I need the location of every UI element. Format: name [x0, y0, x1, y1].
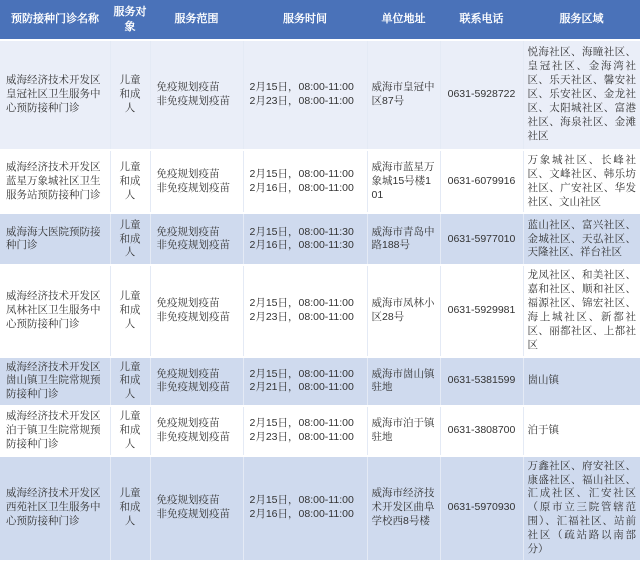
- scope-line: 非免疫规划疫苗: [156, 95, 230, 107]
- scope-line: 非免疫规划疫苗: [156, 508, 230, 521]
- clinic-name-cell: 威海经济技术开发区泊于镇卫生院常规预防接种门诊: [0, 406, 110, 456]
- service-target-cell: 儿童和成人: [110, 213, 150, 265]
- table-row: [0, 406, 640, 456]
- table-row: [0, 265, 640, 356]
- scope-line: 非免疫规划疫苗: [156, 311, 230, 324]
- service-time-cell: [243, 213, 367, 265]
- scope-line: 非免疫规划疫苗: [156, 239, 230, 252]
- contact-phone-cell: 0631-5970930: [440, 456, 523, 561]
- contact-phone-cell: 0631-5381599: [440, 357, 523, 407]
- unit-address-cell: 威海市皇冠中区87号: [367, 40, 440, 150]
- time-line: 2月23日，08:00-11:00: [249, 430, 354, 443]
- clinic-name-cell: 威海经济技术开发区蓝星万象城社区卫生服务站预防接种门诊: [0, 150, 110, 213]
- time-line: 2月15日，08:00-11:30: [249, 225, 354, 238]
- service-area-cell: 万鑫社区、府安社区、康盛社区、福山社区、汇成社区、汇安社区（原市立三院管辖范围）、汇福社区、站前社区（疏站路以南部分）: [523, 456, 640, 561]
- col-header-clinic-name: 预防接种门诊名称: [0, 0, 110, 40]
- scope-line: 免疫规划疫苗: [156, 494, 220, 507]
- service-scope-cell: [150, 213, 243, 265]
- service-time-cell: [243, 150, 367, 213]
- service-area-cell: 龙凤社区、和美社区、嘉和社区、顺和社区、福源社区、锦宏社区、海上城社区、新都社区、丽都社区、上都社区: [523, 265, 640, 356]
- clinic-name-cell: 威海经济技术开发区崮山镇卫生院常规预防接种门诊: [0, 357, 110, 407]
- col-header-contact-phone: 联系电话: [440, 0, 523, 40]
- col-header-unit-address: 单位地址: [367, 0, 440, 40]
- unit-address-cell: 威海市经济技术开发区曲阜学校西8号楼: [367, 456, 440, 561]
- time-line: 2月15日，08:00-11:00: [249, 167, 354, 180]
- time-line: 2月23日，08:00-11:00: [249, 95, 354, 107]
- time-line: 2月16日，08:00-11:00: [249, 181, 354, 194]
- col-header-service-time: 服务时间: [243, 0, 367, 40]
- scope-line: 免疫规划疫苗: [156, 367, 220, 380]
- table-row: [0, 40, 640, 150]
- service-target-cell: 儿童和成人: [110, 456, 150, 561]
- scope-line: 免疫规划疫苗: [156, 167, 220, 180]
- scope-line: 免疫规划疫苗: [156, 81, 220, 94]
- time-line: 2月15日，08:00-11:00: [249, 81, 354, 94]
- clinic-name-cell: 威海海大医院预防接种门诊: [0, 213, 110, 265]
- unit-address-cell: 威海市凤林小区28号: [367, 265, 440, 356]
- service-scope-cell: [150, 456, 243, 561]
- service-area-cell: 蓝山社区、富兴社区、金城社区、天弘社区、天隆社区、祥台社区: [523, 213, 640, 265]
- service-scope-cell: [150, 150, 243, 213]
- table-row: [0, 150, 640, 213]
- time-line: 2月23日，08:00-11:00: [249, 311, 354, 324]
- time-line: 2月21日，08:00-11:00: [249, 381, 354, 394]
- clinic-name-cell: 威海经济技术开发区西苑社区卫生服务中心预防接种门诊: [0, 456, 110, 561]
- table-row: [0, 357, 640, 407]
- scope-line: 非免疫规划疫苗: [156, 430, 230, 443]
- service-area-cell: 悦海社区、海瞳社区、皇冠社区、金海湾社区、乐天社区、馨安社区、乐安社区、金龙社区、太阳城社区、富港社区、海泉社区、金滩社区: [523, 40, 640, 150]
- header-row: [0, 0, 640, 40]
- time-line: 2月15日，08:00-11:00: [249, 367, 354, 380]
- time-line: 2月15日，08:00-11:00: [249, 494, 354, 507]
- clinic-name-cell: 威海经济技术开发区凤林社区卫生服务中心预防接种门诊: [0, 265, 110, 356]
- scope-line: 非免疫规划疫苗: [156, 181, 230, 194]
- service-target-cell: 儿童和成人: [110, 406, 150, 456]
- col-header-service-target: 服务对象: [110, 0, 150, 40]
- table-row: [0, 213, 640, 265]
- contact-phone-cell: 0631-5928722: [440, 40, 523, 150]
- clinic-name-cell: 威海经济技术开发区皇冠社区卫生服务中心预防接种门诊: [0, 40, 110, 150]
- col-header-service-area: 服务区域: [523, 0, 640, 40]
- contact-phone-cell: 0631-3808700: [440, 406, 523, 456]
- service-area-cell: 万象城社区、长峰社区、文峰社区、韩乐坊社区、广安社区、华发社区、文山社区: [523, 150, 640, 213]
- col-header-service-scope: 服务范围: [150, 0, 243, 40]
- time-line: 2月16日，08:00-11:30: [249, 239, 354, 252]
- scope-line: 免疫规划疫苗: [156, 417, 220, 430]
- service-time-cell: [243, 456, 367, 561]
- service-area-cell: 崮山镇: [523, 357, 640, 407]
- time-line: 2月15日，08:00-11:00: [249, 417, 354, 430]
- service-target-cell: 儿童和成人: [110, 40, 150, 150]
- service-target-cell: 儿童和成人: [110, 357, 150, 407]
- time-line: 2月16日，08:00-11:00: [249, 508, 354, 521]
- unit-address-cell: 威海市青岛中路188号: [367, 213, 440, 265]
- table-row: [0, 456, 640, 561]
- service-time-cell: [243, 40, 367, 150]
- service-time-cell: [243, 406, 367, 456]
- time-line: 2月15日，08:00-11:00: [249, 297, 354, 310]
- service-time-cell: [243, 265, 367, 356]
- service-area-cell: 泊于镇: [523, 406, 640, 456]
- service-time-cell: [243, 357, 367, 407]
- service-target-cell: 儿童和成人: [110, 265, 150, 356]
- scope-line: 非免疫规划疫苗: [156, 381, 230, 394]
- contact-phone-cell: 0631-5929981: [440, 265, 523, 356]
- service-scope-cell: [150, 40, 243, 150]
- unit-address-cell: 威海市泊于镇驻地: [367, 406, 440, 456]
- unit-address-cell: 威海市崮山镇驻地: [367, 357, 440, 407]
- scope-line: 免疫规划疫苗: [156, 225, 220, 238]
- contact-phone-cell: 0631-5977010: [440, 213, 523, 265]
- scope-line: 免疫规划疫苗: [156, 297, 220, 310]
- service-target-cell: 儿童和成人: [110, 150, 150, 213]
- unit-address-cell: 威海市蓝星万象城15号楼101: [367, 150, 440, 213]
- service-scope-cell: [150, 406, 243, 456]
- service-scope-cell: [150, 265, 243, 356]
- contact-phone-cell: 0631-6079916: [440, 150, 523, 213]
- service-scope-cell: [150, 357, 243, 407]
